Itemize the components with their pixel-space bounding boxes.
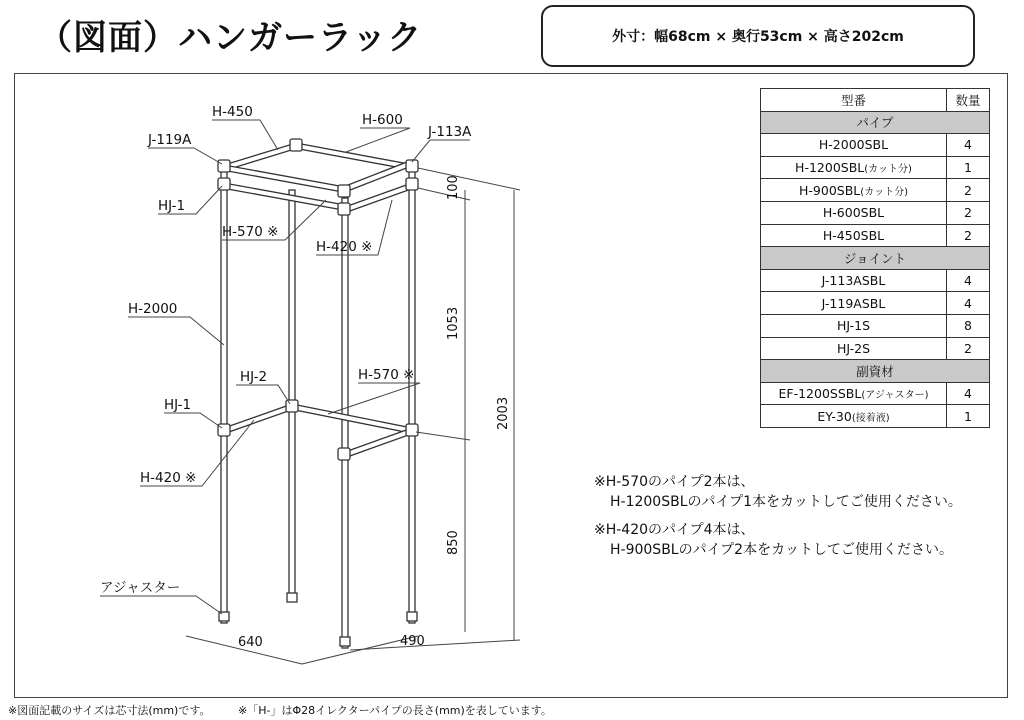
- note-h570-line1: ※H-570のパイプ2本は、: [594, 474, 755, 490]
- footer-note-pipe: ※「H-」はΦ28イレクターパイプの長さ(mm)を表しています。: [237, 704, 552, 717]
- part-qty: 4: [947, 134, 990, 157]
- part-model: HJ-1S: [836, 318, 871, 334]
- table-row: [761, 269, 990, 292]
- label-adjuster: アジャスター: [100, 580, 181, 596]
- table-row: [761, 156, 990, 179]
- table-cell-model: [761, 201, 947, 224]
- part-qty: 8: [947, 314, 990, 337]
- label-h600: H-600: [362, 112, 403, 128]
- table-row: [761, 405, 990, 428]
- table-row: [761, 201, 990, 224]
- dim-lower: 850: [446, 530, 461, 555]
- table-row: [761, 134, 990, 157]
- part-model: J-113ASBL: [821, 273, 886, 289]
- table-section-header: ジョイント: [761, 247, 990, 270]
- part-model: H-450SBL: [822, 227, 885, 243]
- part-model: H-900SBL: [799, 182, 861, 198]
- table-cell-model: [761, 269, 947, 292]
- joint-hj1-mid-left: [218, 424, 230, 436]
- dim-upper: 1053: [446, 306, 461, 340]
- table-cell-model: [761, 179, 947, 202]
- part-model: H-1200SBL: [795, 160, 865, 176]
- part-model: EY-30: [817, 408, 852, 424]
- pipe-h420-mid-left: [224, 404, 294, 433]
- table-header-qty: 数量: [947, 89, 990, 112]
- table-cell-model: [761, 405, 947, 428]
- label-h450: H-450: [212, 104, 253, 120]
- label-h570-mid: H-570 ※: [358, 367, 415, 383]
- part-qty: 2: [947, 224, 990, 247]
- part-note: (カット分): [860, 186, 908, 198]
- part-model: EF-1200SSBL: [778, 386, 862, 402]
- table-cell-model: [761, 292, 947, 315]
- parts-table: [760, 88, 990, 428]
- note-h420: [594, 520, 953, 560]
- label-h2000: H-2000: [128, 301, 178, 317]
- table-row: [761, 179, 990, 202]
- part-qty: 1: [947, 156, 990, 179]
- adjuster-back-right: [407, 612, 417, 621]
- table-row: [761, 314, 990, 337]
- part-note: (アジャスター): [861, 390, 929, 402]
- joint-hj1-upper-back: [406, 178, 418, 190]
- part-note: (接着液): [851, 412, 890, 424]
- table-cell-model: [761, 224, 947, 247]
- table-section-header: 副資材: [761, 360, 990, 383]
- note-h420-line2: H-900SBLのパイプ2本をカットしてご使用ください。: [610, 542, 953, 558]
- part-model: H-600SBL: [822, 205, 885, 221]
- label-hj2: HJ-2: [240, 369, 268, 385]
- table-cell-model: [761, 337, 947, 360]
- part-qty: 4: [947, 382, 990, 405]
- footer-notes: [8, 702, 552, 718]
- pipe-h420-mid-right: [345, 428, 414, 457]
- table-cell-model: [761, 382, 947, 405]
- dim-total: 2003: [496, 396, 511, 430]
- joint-hj1-mid-front: [338, 448, 350, 460]
- table-row: [761, 382, 990, 405]
- pipe-h570-mid: [290, 404, 412, 433]
- table-cell-model: [761, 314, 947, 337]
- adjuster-front-right: [340, 637, 350, 646]
- label-j113a: J-113A: [428, 124, 472, 140]
- table-row: [761, 292, 990, 315]
- label-hj1-top: HJ-1: [158, 198, 186, 214]
- label-h570-top: H-570 ※: [222, 224, 279, 240]
- adjuster-back-left: [287, 593, 297, 602]
- dim-width: 640: [238, 635, 263, 650]
- part-qty: 2: [947, 337, 990, 360]
- table-row: [761, 224, 990, 247]
- footer-note-units: ※図面記載のサイズは芯寸法(mm)です。: [8, 704, 211, 717]
- pipe-post-back-right: [409, 168, 415, 623]
- table-cell-model: [761, 156, 947, 179]
- table-header-model: 型番: [761, 89, 947, 112]
- note-h570-line2: H-1200SBLのパイプ1本をカットしてご使用ください。: [610, 494, 962, 510]
- label-h420-top: H-420 ※: [316, 239, 373, 255]
- part-qty: 4: [947, 292, 990, 315]
- table-row: [761, 337, 990, 360]
- joint-j119a-front-right: [338, 185, 350, 197]
- joint-j113a-back-left: [290, 139, 302, 151]
- page-title: （図面）ハンガーラック: [38, 18, 423, 58]
- part-model: H-2000SBL: [818, 137, 889, 153]
- pipe-top-h450-left: [224, 143, 298, 170]
- label-h420-mid: H-420 ※: [140, 470, 197, 486]
- joint-hj1-mid-right: [406, 424, 418, 436]
- joint-hj1-upper-right: [338, 203, 350, 215]
- part-qty: 4: [947, 269, 990, 292]
- part-qty: 1: [947, 405, 990, 428]
- table-cell-model: [761, 134, 947, 157]
- joint-hj2-mid: [286, 400, 298, 412]
- pipe-post-front-right: [342, 198, 348, 648]
- dim-top-gap: 100: [446, 175, 461, 200]
- label-hj1-mid: HJ-1: [164, 397, 192, 413]
- part-qty: 2: [947, 179, 990, 202]
- label-j119a: J-119A: [148, 132, 192, 148]
- joint-j119a-front-left: [218, 160, 230, 172]
- table-section-header: パイプ: [761, 111, 990, 134]
- outer-dimensions: 外寸：幅68cm × 奥行53cm × 高さ202cm: [541, 5, 975, 67]
- part-model: HJ-2S: [836, 340, 871, 356]
- part-note: (カット分): [864, 164, 912, 176]
- note-h420-line1: ※H-420のパイプ4本は、: [594, 522, 755, 538]
- dim-depth: 490: [400, 634, 425, 649]
- note-h570: [594, 472, 962, 512]
- part-qty: 2: [947, 201, 990, 224]
- pipe-post-back-left: [289, 190, 295, 600]
- part-model: J-119ASBL: [821, 295, 886, 311]
